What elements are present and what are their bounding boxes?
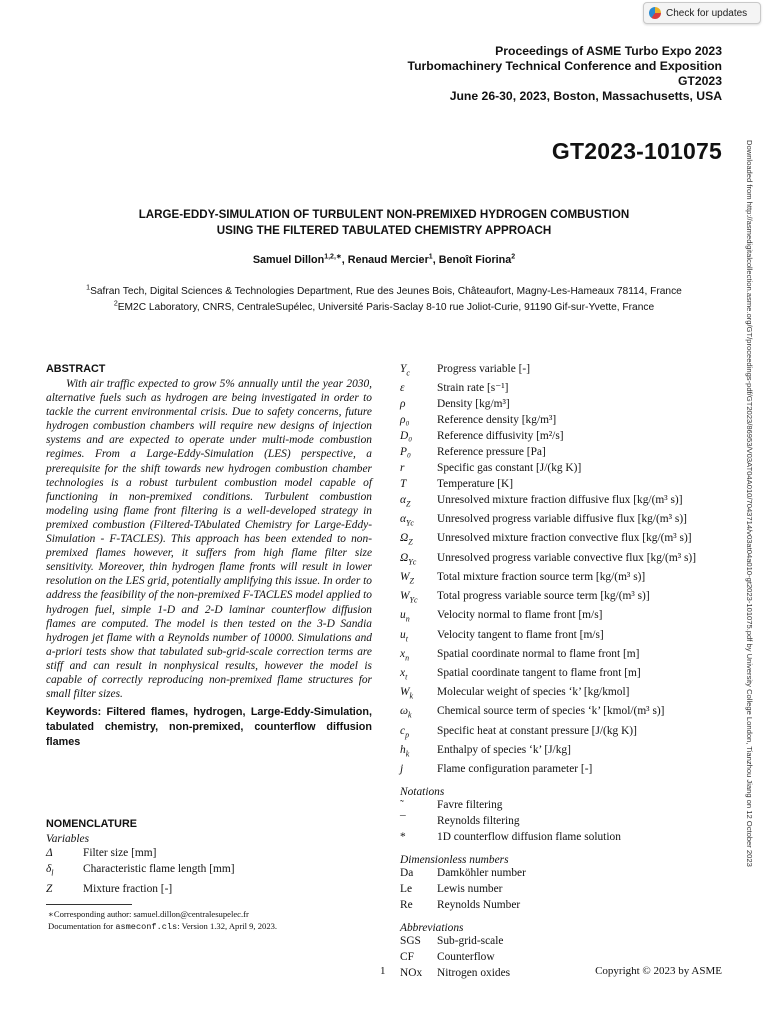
copyright: Copyright © 2023 by ASME: [595, 965, 722, 977]
nomenclature-row: [400, 397, 730, 413]
author-separator: ,: [341, 254, 348, 266]
nomenclature-description: Spatial coordinate tangent to flame front [m]: [437, 667, 641, 680]
abstract-body: With air traffic expected to grow 5% annually until the year 2030, alternative fuels such as hydrogen are being investigated in order to tackle the current environmental crisis. Due to safety concerns, future hydrogen combustion chambers will require new designs of injection systems and are expected to operate under multi-mode combustion regimes. From a Large-Eddy-Simulation (LES) perspective, a prerequisite for the shift towards new hydrogen combustion chamber technologies is a robust turbulent combustion model capable of functioning in non-premixed conditions. Turbulent combustion modeling using flame front filtering is a well-developed strategy in premixed combustion (Filtered-TAbulated Chemistry for Large-Eddy-Simulation - F-TACLES). This approach has been extended to non-premixed flames however, it suffers from high flame filter size sensitivity. Moreover, thin hydrogen flame fronts will result in lower resolution on the LES grid, potentially amplifying this issue. In order to address the feasibility of the non-premixed F-TACLES model applied to hydrogen fuel, simple 1-D and 2-D laminar counterflow diffusion flames are computed. The model is then tested on the 3-D Sandia hydrogen jet flame with a Reynolds number of 10000. Simulations and a-priori tests show that tabulated sub-grid-scale correction terms are stiff and can result in nonphysical results, however the model is capable of correctly reproducing non-premixed flame structures for small filter sizes.: [46, 378, 372, 701]
nomenclature-symbol: j: [400, 763, 404, 776]
nomenclature-symbol: $u_t$: [400, 628, 408, 643]
nomenclature-description: Reynolds filtering: [437, 815, 520, 828]
variables-subheading: Variables: [46, 833, 90, 845]
affiliation: [46, 284, 722, 300]
nomenclature-symbol: Z: [46, 883, 53, 896]
affiliation-marker: 2: [113, 300, 118, 308]
nomenclature-row: [400, 934, 730, 950]
conference-line-4: June 26-30, 2023, Boston, Massachusetts, USA: [449, 89, 722, 103]
nomenclature-left-list: [46, 845, 372, 897]
nomenclature-description: Damköhler number: [437, 867, 526, 879]
author-name: Renaud Mercier: [347, 254, 429, 266]
nomenclature-row: [400, 704, 730, 723]
conference-line-2: Turbomachinery Technical Conference and Exposition: [407, 59, 722, 73]
nomenclature-description: Reference density [kg/m³]: [437, 414, 557, 427]
nomenclature-description: Molecular weight of species ‘k’ [kg/kmol]: [437, 686, 630, 699]
nomenclature-symbol: Le: [400, 882, 413, 895]
abbreviations-subheading: Abbreviations: [400, 921, 464, 934]
keywords-text: Filtered flames, hydrogen, Large-Eddy-Simulation, tabulated chemistry, non-premixed, counterflow diffusion flames: [46, 706, 372, 749]
nomenclature-row: [400, 512, 730, 531]
author-affiliation-marker: 2: [511, 253, 516, 261]
nomenclature-symbol: $c_p$: [400, 724, 410, 739]
nomenclature-symbol: ¯: [400, 815, 406, 828]
dimensionless-subheading: Dimensionless numbers: [400, 854, 509, 866]
nomenclature-row: [400, 570, 730, 589]
nomenclature-row: [400, 685, 730, 704]
nomenclature-description: Progress variable [-]: [437, 363, 530, 375]
title-line-1: LARGE-EDDY-SIMULATION OF TURBULENT NON-PREMIXED HYDROGEN COMBUSTION: [138, 208, 630, 221]
nomenclature-symbol: $\delta_l$: [46, 863, 54, 878]
nomenclature-symbol: $x_t$: [400, 667, 408, 682]
footnote-doc-prefix: Documentation for: [48, 921, 116, 931]
nomenclature-symbol: P₀: [400, 446, 411, 459]
nomenclature-description: Velocity normal to flame front [m/s]: [437, 609, 603, 622]
notations-subheading: Notations: [400, 786, 445, 799]
nomenclature-row: [400, 445, 730, 461]
nomenclature-row: [400, 898, 730, 914]
nomenclature-row: [400, 477, 730, 493]
nomenclature-symbol: NOx: [400, 966, 423, 979]
affiliation-list: [46, 284, 722, 316]
nomenclature-row: [400, 493, 730, 512]
nomenclature-symbol: Re: [400, 898, 413, 911]
nomenclature-symbol: ˜: [400, 799, 404, 812]
nomenclature-symbol: $W_k$: [400, 686, 414, 701]
page-number: 1: [380, 965, 386, 977]
nomenclature-row: [400, 531, 730, 550]
nomenclature-description: Spatial coordinate normal to flame front [m]: [437, 647, 640, 660]
nomenclature-symbol: $x_n$: [400, 647, 410, 663]
nomenclature-description: Unresolved progress variable diffusive flux [kg/(m³ s)]: [437, 513, 687, 526]
nomenclature-description: Total mixture fraction source term [kg/(m³ s)]: [437, 570, 646, 583]
nomenclature-row: [400, 647, 730, 666]
nomenclature-description: Chemical source term of species ‘k’ [kmol/(m³ s)]: [437, 705, 665, 718]
nomenclature-row: [400, 628, 730, 647]
footnote-doc-suffix: : Version 1.32, April 9, 2023.: [177, 921, 278, 931]
nomenclature-description: Nitrogen oxides: [437, 966, 511, 979]
nomenclature-description: Density [kg/m³]: [437, 398, 510, 411]
nomenclature-description: Strain rate [s⁻¹]: [437, 382, 509, 395]
nomenclature-row: [400, 743, 730, 762]
affiliation-marker: 1: [86, 284, 91, 292]
nomenclature-description: Sub-grid-scale: [437, 934, 504, 947]
nomenclature-symbol: ρ: [400, 398, 406, 411]
nomenclature-row: [400, 866, 730, 882]
title-line-2: USING THE FILTERED TABULATED CHEMISTRY APPROACH: [216, 224, 552, 237]
paper-id: GT2023-101075: [551, 138, 722, 164]
nomenclature-description: Favre filtering: [437, 799, 503, 812]
nomenclature-row: [400, 724, 730, 743]
affiliation-text: EM2C Laboratory, CNRS, CentraleSupélec, Université Paris-Saclay 8-10 rue Joliot-Curie, 91190 Gif-sur-Yvette, France: [117, 302, 655, 313]
nomenclature-row: [400, 413, 730, 429]
nomenclature-symbol: $Y_c$: [400, 363, 410, 378]
nomenclature-description: Mixture fraction [-]: [83, 883, 173, 896]
nomenclature-row: [400, 814, 730, 830]
nomenclature-symbol: $\Omega_Z$: [400, 532, 413, 547]
nomenclature-row: [400, 666, 730, 685]
dimensionless-list: [400, 866, 730, 914]
nomenclature-description: Unresolved mixture fraction diffusive flux [kg/(m³ s)]: [437, 493, 683, 506]
nomenclature-description: Unresolved progress variable convective flux [kg/(m³ s)]: [437, 551, 696, 564]
nomenclature-description: Reynolds Number: [437, 898, 521, 911]
nomenclature-row: [400, 882, 730, 898]
abstract-heading: ABSTRACT: [46, 363, 106, 375]
nomenclature-row: [400, 362, 730, 381]
nomenclature-description: Filter size [mm]: [83, 847, 157, 859]
nomenclature-description: 1D counterflow diffusion flame solution: [437, 831, 621, 844]
author-list: [46, 254, 722, 266]
nomenclature-description: Counterflow: [437, 950, 495, 963]
footnote-doc-code: asmeconf.cls: [115, 922, 178, 932]
nomenclature-row: [400, 429, 730, 445]
nomenclature-symbol: ρ₀: [400, 414, 410, 427]
footnote: [46, 904, 372, 933]
nomenclature-description: Specific gas constant [J/(kg K)]: [437, 462, 582, 474]
nomenclature-row: [46, 845, 372, 861]
affiliation-text: Safran Tech, Digital Sciences & Technologies Department, Rue des Jeunes Bois, Châteaufort, Magny-Les-Hameaux 78114, France: [90, 286, 682, 297]
nomenclature-section: [46, 818, 372, 897]
notations-list: [400, 798, 730, 846]
conference-line-3: GT2023: [677, 74, 722, 88]
author-name: Samuel Dillon: [252, 254, 325, 266]
nomenclature-symbol: $u_n$: [400, 609, 410, 624]
footnote-rule: [46, 904, 132, 905]
nomenclature-symbol: $W_Z$: [400, 570, 414, 586]
nomenclature-symbol: D₀: [400, 430, 413, 443]
conference-line-1: Proceedings of ASME Turbo Expo 2023: [495, 44, 722, 58]
nomenclature-description: Unresolved mixture fraction convective flux [kg/(m³ s)]: [437, 532, 692, 545]
nomenclature-row: [400, 798, 730, 814]
nomenclature-row: [400, 608, 730, 627]
paper-title: [46, 207, 722, 239]
nomenclature-description: Velocity tangent to flame front [m/s]: [437, 628, 604, 641]
footnote-corresponding-author: ∗Corresponding author: samuel.dillon@centralesupelec.fr: [48, 909, 249, 919]
nomenclature-description: Reference diffusivity [m²/s]: [437, 430, 564, 443]
download-watermark: [742, 140, 754, 885]
nomenclature-row: [400, 589, 730, 608]
author-name: Benoît Fiorina: [438, 254, 512, 266]
keywords: [46, 705, 372, 750]
nomenclature-symbol: Δ: [46, 847, 53, 859]
abstract-section: [46, 363, 372, 750]
affiliation: [46, 300, 722, 316]
nomenclature-symbol: ε: [400, 382, 405, 395]
nomenclature-row: [400, 381, 730, 397]
nomenclature-description: Characteristic flame length [mm]: [83, 863, 235, 875]
nomenclature-row: [400, 461, 730, 477]
nomenclature-description: Specific heat at constant pressure [J/(kg K)]: [437, 724, 637, 737]
nomenclature-row: [400, 762, 730, 778]
footnote-documentation: [46, 920, 372, 933]
conference-header: [408, 44, 722, 104]
nomenclature-symbol: $\Omega_{Yc}$: [400, 551, 417, 566]
nomenclature-symbol: $\alpha_Z$: [400, 493, 411, 509]
nomenclature-description: Enthalpy of species ‘k’ [J/kg]: [437, 743, 571, 756]
nomenclature-symbol: $\omega_k$: [400, 705, 412, 720]
nomenclature-row: [400, 551, 730, 570]
nomenclature-symbol: CF: [400, 950, 414, 963]
nomenclature-right-list: [400, 362, 730, 778]
nomenclature-row: [46, 881, 372, 897]
nomenclature-row: [400, 950, 730, 966]
nomenclature-description: Flame configuration parameter [-]: [437, 763, 593, 776]
nomenclature-symbol: $W_{Yc}$: [400, 590, 418, 605]
nomenclature-right-column: [400, 362, 730, 982]
nomenclature-description: Temperature [K]: [437, 477, 514, 490]
nomenclature-row: [46, 861, 372, 881]
nomenclature-symbol: SGS: [400, 934, 421, 947]
author-affiliation-marker: 1,2,∗: [324, 253, 342, 261]
check-for-updates-badge[interactable]: [643, 2, 761, 24]
nomenclature-symbol: *: [400, 831, 406, 844]
nomenclature-description: Reference pressure [Pa]: [437, 446, 546, 459]
nomenclature-symbol: T: [400, 477, 407, 490]
crossmark-icon: [649, 7, 661, 19]
nomenclature-symbol: Da: [400, 867, 414, 879]
nomenclature-description: Total progress variable source term [kg/(m³ s)]: [437, 590, 650, 603]
download-watermark-text: Downloaded from http://asmedigitalcollection.asme.org/GT/proceedings-pdf/GT2023/86953/V03AT04A010/7043714/v03at04a010-gt2023-101075.pdf by University College London, Tianzhou Jiang on 12 October 2023: [745, 140, 754, 867]
author-separator: ,: [432, 254, 439, 266]
author-affiliation-marker: 1: [428, 253, 433, 261]
nomenclature-symbol: $h_k$: [400, 743, 410, 759]
nomenclature-row: [400, 830, 730, 846]
nomenclature-heading: NOMENCLATURE: [46, 818, 137, 830]
nomenclature-symbol: $\alpha_{Yc}$: [400, 513, 414, 528]
nomenclature-symbol: r: [400, 462, 405, 474]
nomenclature-description: Lewis number: [437, 882, 503, 895]
keywords-label: Keywords:: [46, 706, 102, 719]
check-for-updates-label: Check for updates: [666, 7, 748, 19]
